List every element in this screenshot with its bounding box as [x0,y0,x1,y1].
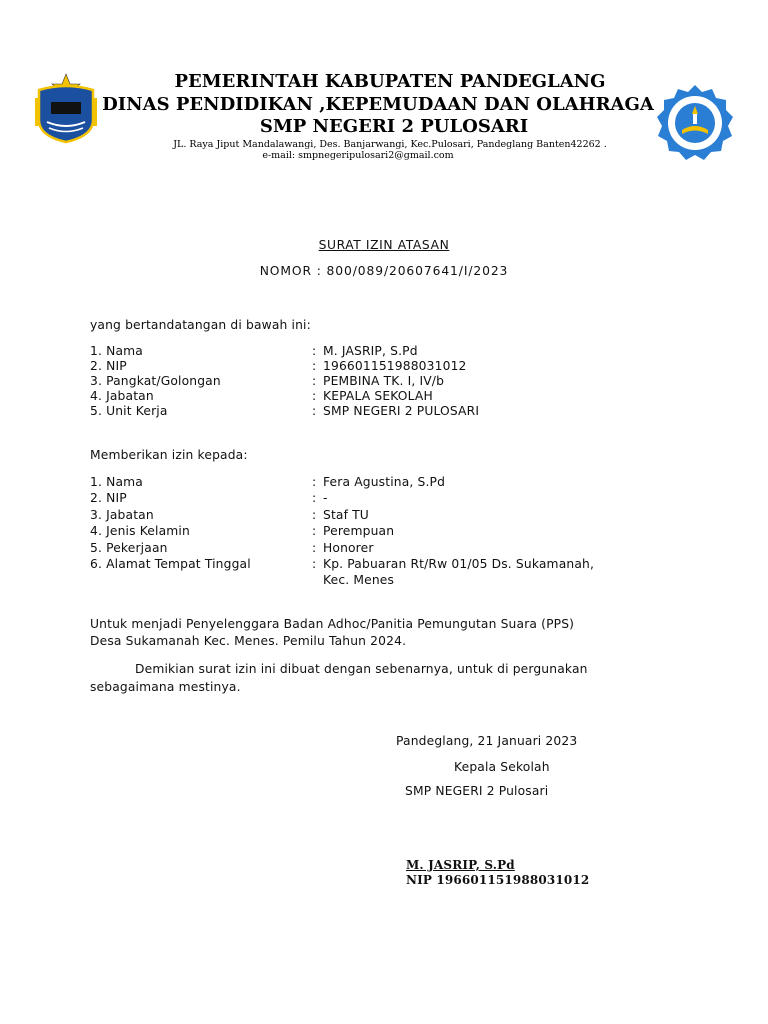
field-colon: : [312,541,317,555]
letterhead-email: e-mail: smpnegeripulosari2@gmail.com [262,150,454,161]
letter-title: SURAT IZIN ATASAN [318,238,450,252]
field-label: 2. NIP [90,491,127,505]
field-label: 5. Unit Kerja [90,404,168,418]
signature-nip: NIP 196601151988031012 [406,873,590,887]
signature-name: M. JASRIP, S.Pd [406,858,515,872]
field-label: 1. Nama [90,344,143,358]
field-label: 6. Alamat Tempat Tinggal [90,557,251,571]
field-label: 2. NIP [90,359,127,373]
field-colon: : [312,557,317,571]
closing-line-2: sebagaimana mestinya. [90,680,241,694]
purpose-line-1: Untuk menjadi Penyelenggara Badan Adhoc/Panitia Pemungutan Suara (PPS) [90,617,575,631]
intro-text: yang bertandatangan di bawah ini: [90,318,311,332]
field-label: 3. Pangkat/Golongan [90,374,221,388]
field-colon: : [312,374,317,388]
letterhead-line-department: DINAS PENDIDIKAN ,KEPEMUDAAN DAN OLAHRAGA [102,94,654,115]
field-label: 3. Jabatan [90,508,154,522]
letterhead-line-government: PEMERINTAH KABUPATEN PANDEGLANG [174,71,606,92]
field-colon: : [312,508,317,522]
purpose-line-2: Desa Sukamanah Kec. Menes. Pemilu Tahun 2024. [90,634,407,648]
signature-unit: SMP NEGERI 2 Pulosari [405,784,549,798]
field-colon: : [312,359,317,373]
letterhead-line-school: SMP NEGERI 2 PULOSARI [259,116,529,137]
field-label: 4. Jabatan [90,389,154,403]
letter-number: NOMOR : 800/089/20607641/I/2023 [259,264,509,278]
field-value-continued: Kec. Menes [323,573,395,587]
field-value: Staf TU [323,508,369,522]
field-value: PEMBINA TK. I, IV/b [323,374,445,388]
field-colon: : [312,524,317,538]
field-colon: : [312,475,317,489]
field-value: Kp. Pabuaran Rt/Rw 01/05 Ds. Sukamanah, [323,557,595,571]
field-colon: : [312,404,317,418]
field-value: M. JASRIP, S.Pd [323,344,418,358]
grant-intro-text: Memberikan izin kepada: [90,448,248,462]
field-colon: : [312,344,317,358]
signature-position: Kepala Sekolah [454,760,550,774]
field-value: SMP NEGERI 2 PULOSARI [323,404,480,418]
signature-place-date: Pandeglang, 21 Januari 2023 [396,734,578,748]
field-value: Perempuan [323,524,395,538]
field-value: Honorer [323,541,374,555]
letterhead-address: JL. Raya Jiput Mandalawangi, Des. Banjarwangi, Kec.Pulosari, Pandeglang Banten42262 . [173,139,607,150]
closing-line-1: Demikian surat izin ini dibuat dengan sebenarnya, untuk di pergunakan [135,662,588,676]
field-value: 196601151988031012 [323,359,467,373]
field-colon: : [312,491,317,505]
field-value: - [323,491,328,505]
field-colon: : [312,389,317,403]
field-label: 5. Pekerjaan [90,541,168,555]
field-value: Fera Agustina, S.Pd [323,475,446,489]
field-label: 1. Nama [90,475,143,489]
field-value: KEPALA SEKOLAH [323,389,433,403]
field-label: 4. Jenis Kelamin [90,524,190,538]
